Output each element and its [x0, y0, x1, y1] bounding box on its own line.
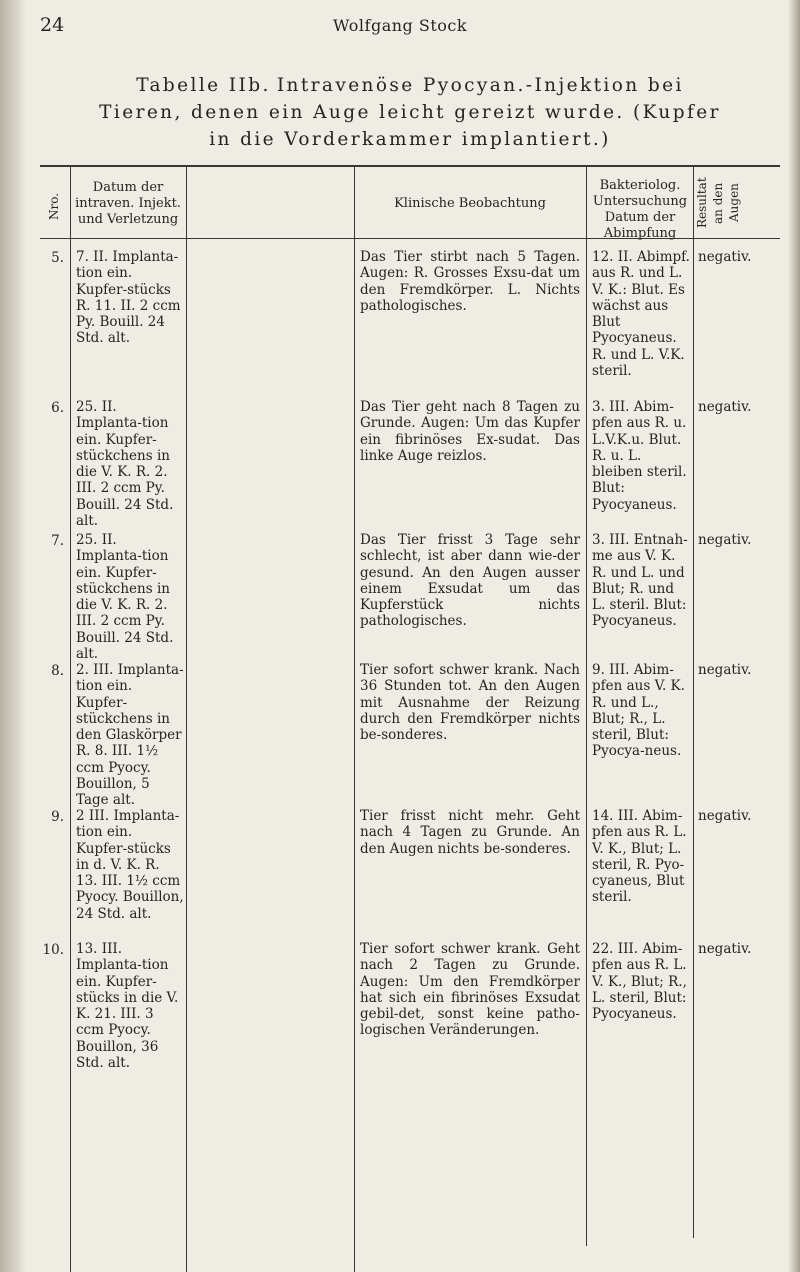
page-binding-shadow: [0, 0, 26, 1272]
col-header-bakt: Bakteriolog. Untersuchung Datum der Abimpfung: [592, 178, 688, 241]
caption-title-2: Tieren, denen ein Auge leicht gereizt wurde. (Kupfer: [99, 102, 721, 123]
row-bakteriologie: 22. III. Abim-pfen aus R. L. V. K., Blut; R., L. steril, Blut: Pyocyaneus.: [592, 941, 687, 1023]
row-klinisch: Das Tier stirbt nach 5 Tagen. Augen: R. Grosses Exsu-dat um den Fremdkörper. L. Nichts pathologisches.: [360, 249, 580, 314]
page-number: 24: [40, 14, 65, 36]
row-klinisch: Tier frisst nicht mehr. Geht nach 4 Tagen zu Grunde. An den Augen nichts be-sonderes.: [360, 808, 580, 857]
col-header-datum: Datum der intraven. Injekt. und Verletzung: [75, 180, 181, 227]
row-datum: 25. II. Implanta-tion ein. Kupfer-stückchens in die V. K. R. 2. III. 2 ccm Py. Bouill. 24 Std. alt.: [76, 399, 174, 530]
row-number: 8.: [51, 663, 64, 679]
row-number: 5.: [51, 250, 64, 266]
row-datum: 7. II. Implanta-tion ein. Kupfer-stücks R. 11. II. 2 ccm Py. Bouill. 24 Std. alt.: [76, 249, 181, 347]
row-datum: 2 III. Implanta-tion ein. Kupfer-stücks in d. V. K. R. 13. III. 1½ ccm Pyocy. Bouillon, 24 Std. alt.: [76, 808, 184, 922]
running-head: [40, 14, 760, 44]
column-divider: [586, 166, 587, 1246]
running-head-author: Wolfgang Stock: [332, 16, 468, 35]
row-bakteriologie: 9. III. Abim-pfen aus V. K. R. und L., Blut; R., L. steril, Blut: Pyocya-neus.: [592, 662, 685, 760]
column-divider: [70, 166, 71, 1272]
row-datum: 25. II. Implanta-tion ein. Kupfer-stückchens in die V. K. R. 2. III. 2 ccm Py. Bouill. 24 Std. alt.: [76, 532, 174, 663]
row-klinisch: Das Tier frisst 3 Tage sehr schlecht, ist aber dann wie-der gesund. An den Augen ausser einem Exsudat um das Kupferstück nichts pathologisches.: [360, 532, 580, 630]
row-datum: 2. III. Implanta-tion ein. Kupfer-stückchens in den Glaskörper R. 8. III. 1½ ccm Pyocy. Bouillon, 5 Tage alt.: [76, 662, 184, 809]
row-datum: 13. III. Implanta-tion ein. Kupfer-stücks in die V. K. 21. III. 3 ccm Pyocy. Bouillon, 36 Std. alt.: [76, 941, 179, 1072]
column-divider: [186, 166, 187, 1272]
col-header-klinisch: Klinische Beobachtung: [394, 196, 546, 211]
row-resultat: negativ.: [698, 249, 752, 265]
row-number: 7.: [51, 533, 64, 549]
row-resultat: negativ.: [698, 532, 752, 548]
row-bakteriologie: 14. III. Abim-pfen aus R. L. V. K., Blut; L. steril, R. Pyo-cyaneus, Blut steril.: [592, 808, 687, 906]
row-bakteriologie: 3. III. Abim-pfen aus R. u. L.V.K.u. Blut. R. u. L. bleiben steril. Blut: Pyocyaneus.: [592, 399, 687, 513]
caption-title-1: Intravenöse Pyocyan.-Injektion bei: [276, 75, 684, 96]
column-divider: [354, 166, 355, 1272]
row-bakteriologie: 12. II. Abimpf. aus R. und L. V. K.: Blut. Es wächst aus Blut Pyocyaneus. R. und L. V.K. steril.: [592, 249, 690, 380]
row-resultat: negativ.: [698, 399, 752, 415]
row-resultat: negativ.: [698, 662, 752, 678]
row-number: 10.: [42, 942, 64, 958]
row-klinisch: Das Tier geht nach 8 Tagen zu Grunde. Augen: Um das Kupfer ein fibrinöses Ex-sudat. Das linke Auge reizlos.: [360, 399, 580, 464]
row-bakteriologie: 3. III. Entnah-me aus V. K. R. und L. und Blut; R. und L. steril. Blut: Pyocyaneus.: [592, 532, 688, 630]
row-number: 6.: [51, 400, 64, 416]
table-top-rule: [40, 165, 780, 167]
row-klinisch: Tier sofort schwer krank. Geht nach 2 Tagen zu Grunde. Augen: Um den Fremdkörper hat sich ein fibrinöses Exsudat gebil-det, sonst keine patho-logischen Veränderungen.: [360, 941, 580, 1039]
row-number: 9.: [51, 809, 64, 825]
caption-title-3: in die Vorderkammer implantiert.): [209, 129, 611, 150]
col-header-resultat-3: Augen: [727, 183, 741, 223]
column-divider: [693, 166, 694, 1238]
row-klinisch: Tier sofort schwer krank. Nach 36 Stunden tot. An den Augen mit Ausnahme der Reizung durch den Fremdkörper nichts be-sonderes.: [360, 662, 580, 744]
caption-line-1: [40, 72, 780, 99]
table-caption: [40, 72, 780, 153]
col-header-nr: Nro.: [47, 192, 61, 220]
row-resultat: negativ.: [698, 808, 752, 824]
caption-label: Tabelle IIb.: [136, 75, 271, 96]
row-resultat: negativ.: [698, 941, 752, 957]
col-header-resultat-1: Resultat: [695, 177, 709, 229]
col-header-resultat-2: an den: [711, 182, 725, 224]
page-edge-shadow: [788, 0, 800, 1272]
